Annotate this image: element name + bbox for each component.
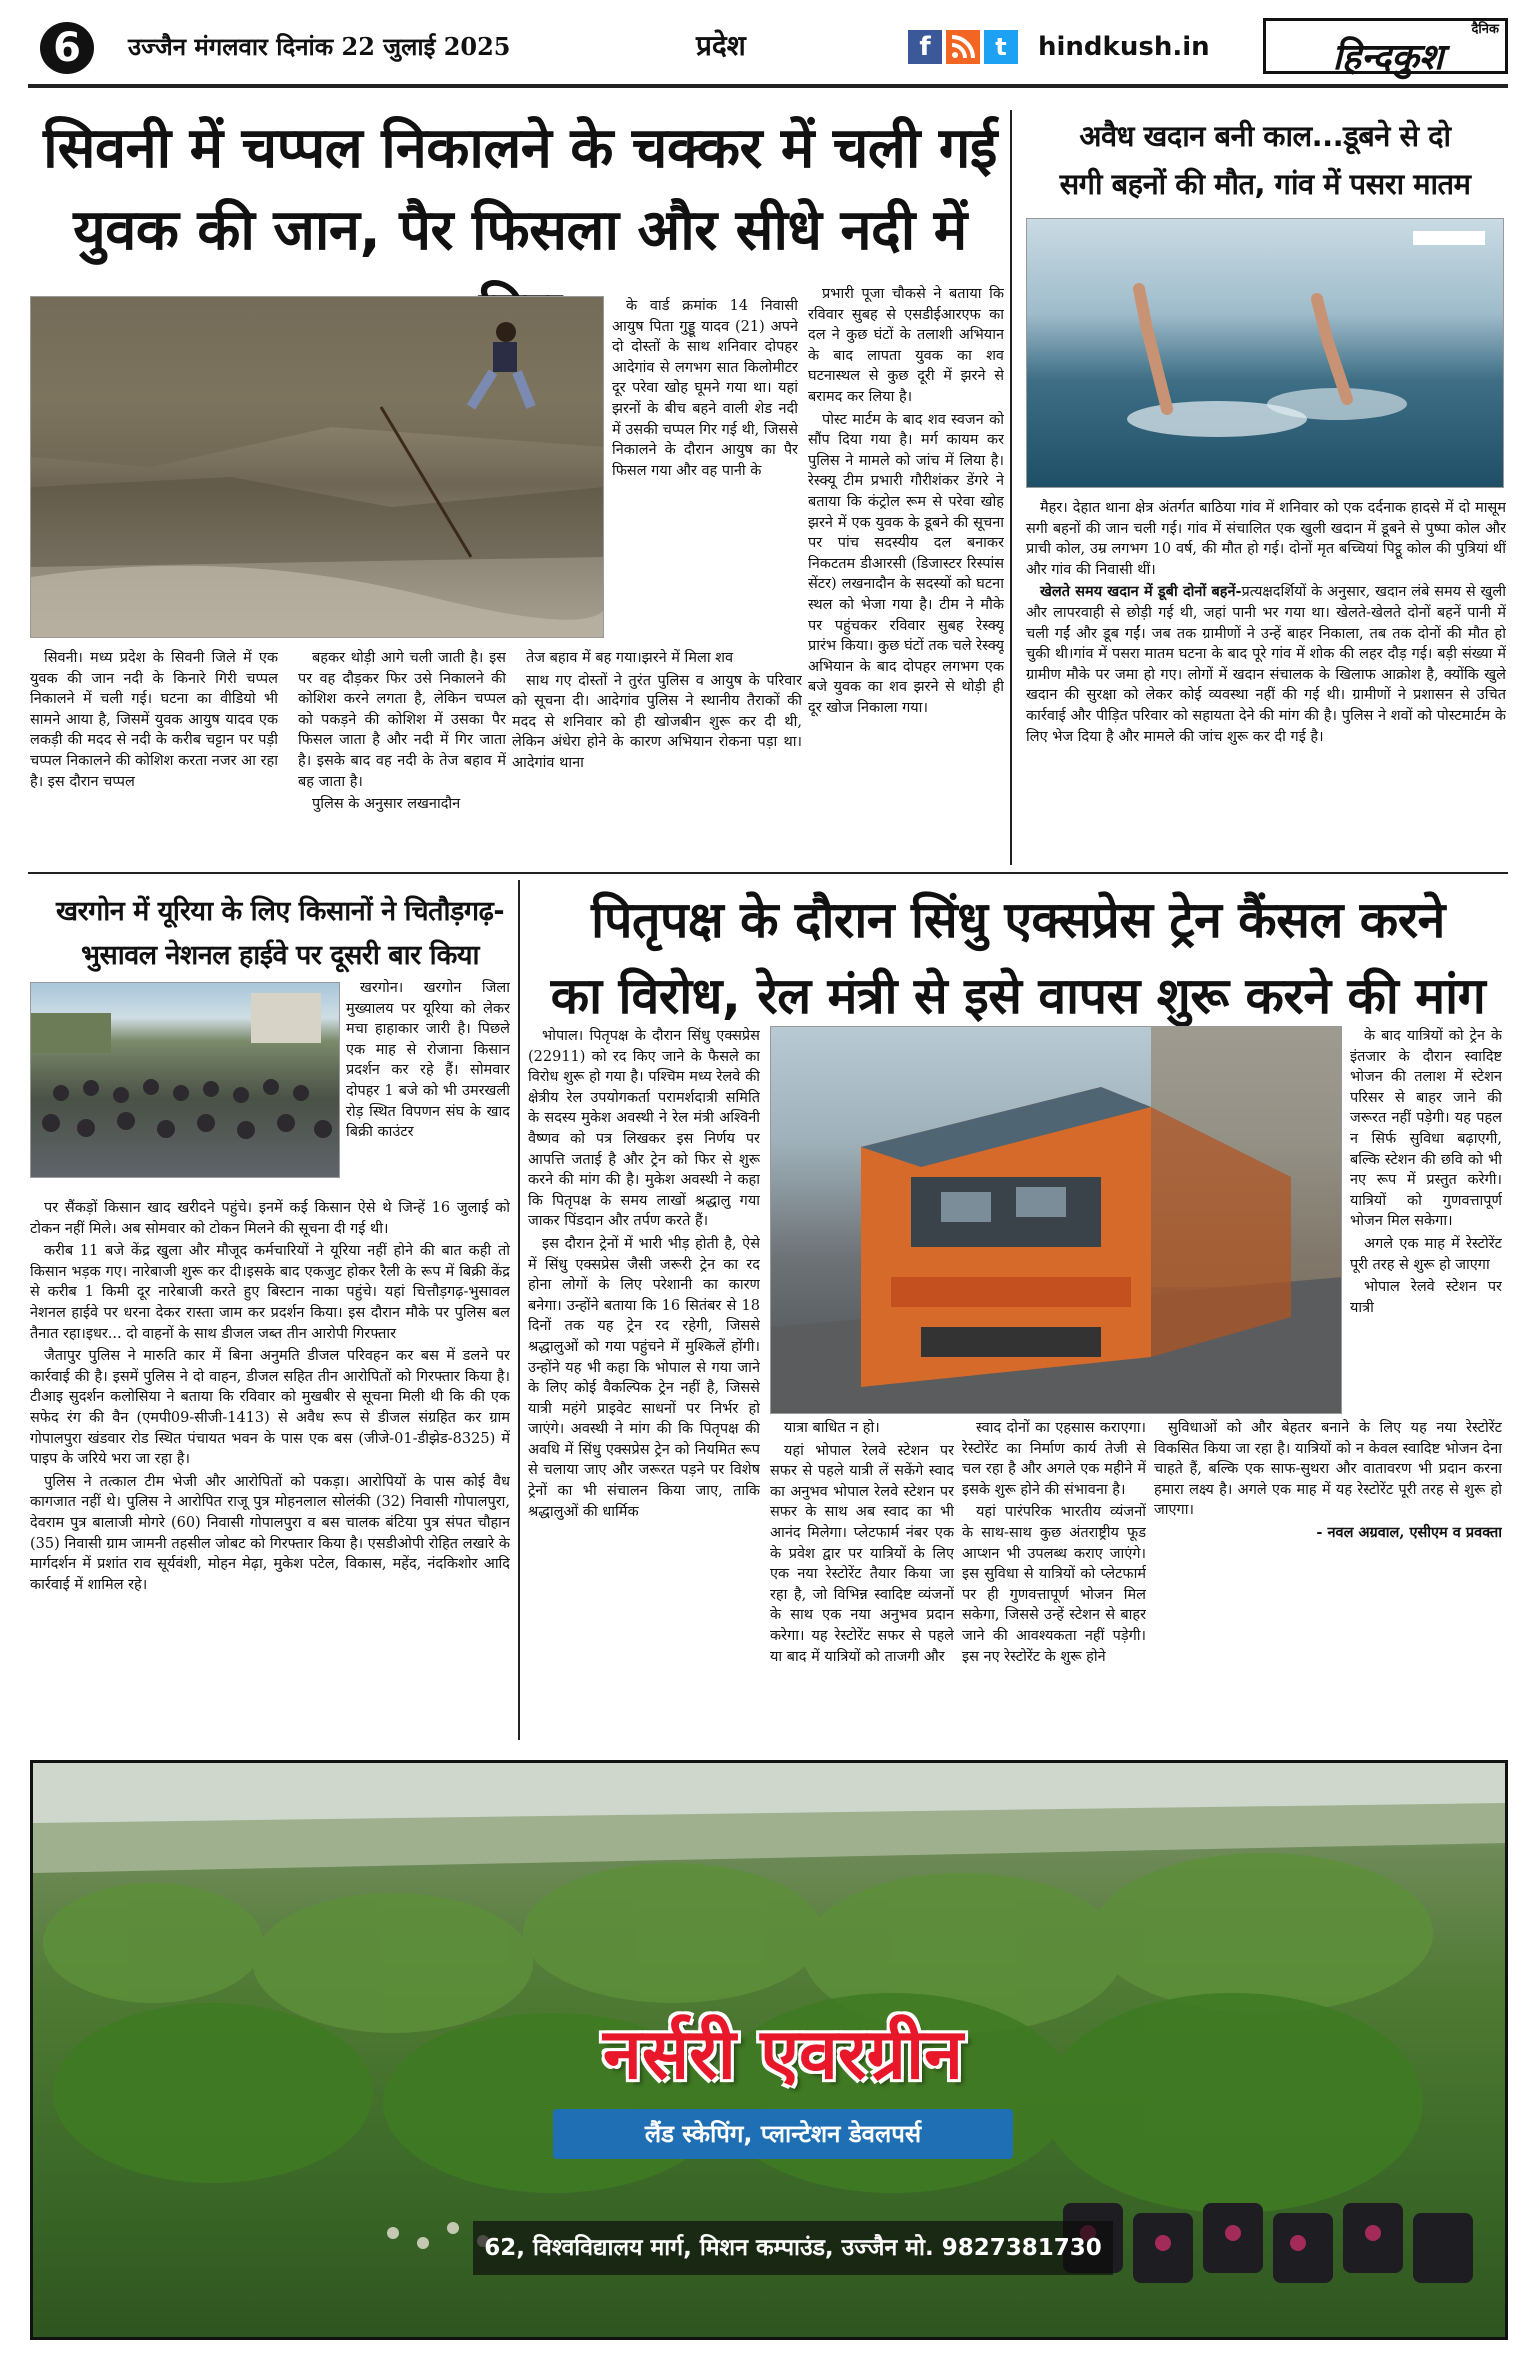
nursery-ad-subtitle: लैंड स्केपिंग, प्लान्टेशन डेवलपर्स [553,2109,1013,2159]
story1-col3-bottom: तेज बहाव में बह गया।झरने में मिला शव साथ गए दोस्तों ने तुरंत पुलिस व आयुष के परिवार को सूचना दी। आदेगांव पुलिस ने स्थानीय तैराकों की मदद से शनिवार को ही खोजबीन शुरू कर दी थी, लेकिन अंधेरा होने के कारण अभियान रोकना पड़ा था। आदेगांव थाना [512,650,802,771]
story4-headline: पितृपक्ष के दौरान सिंधु एक्सप्रेस ट्रेन कैंसल करने का विरोध, रेल मंत्री से इसे वापस शुरू करने की मांग [550,891,1486,1025]
story1-photo [30,296,604,638]
story1-col3-top: के वार्ड क्रमांक 14 निवासी आयुष पिता गुड्डू यादव (21) अपने दो दोस्तों के साथ शनिवार दोपहर आदेगांव से लगभग सात किलोमीटर दूर परेवा खोह घूमने गया था। यहां झरनों के बीच बहने वाली शेड नदी में उसकी चप्पल गिर गई थी, जिससे निकालने के दौरान आयुष का पैर फिसल गया और वह पानी के [612,298,798,479]
story2-bold-lead: खेलते समय खदान में डूबी दोनों बहनें- [1040,583,1242,601]
nursery-ad-address: 62, विश्वविद्यालय मार्ग, मिशन कम्पाउंड, उज्जैन मो. 9827381730 [473,2221,1113,2275]
logo [1263,18,1508,78]
page-number: 6 [53,25,81,71]
story4-col1: भोपाल। पितृपक्ष के दौरान सिंधु एक्सप्रेस (22911) को रद किए जाने के फैसले का विरोध शुरू हो गया है। पश्चिम मध्य रेलवे की क्षेत्रीय रेल उपयोगकर्ता परामर्शदात्री समिति के सदस्य मुकेश अवस्थी ने रेल मंत्री अश्विनी वैष्णव को पत्र लिखकर इस निर्णय पर आपत्ति जताई है और ट्रेन को फिर से शुरू करने की मांग की है। मुकेश अवस्थी ने कहा कि पितृपक्ष के समय लाखों श्रद्धालु गया जाकर पिंडदान और तर्पण करते हैं। इस दौरान ट्रेनों में भारी भीड़ होती है, ऐसे में सिंधु एक्सप्रेस जैसी जरूरी ट्रेन का रद होना लोगों के लिए परेशानी का कारण बनेगा। उन्होंने बताया कि 16 सितंबर से 18 दिनों तक यह ट्रेन रद रहेगी, जिससे श्रद्धालुओं को गया पहुंचने में मुश्किलें होंगी। उन्होंने यह भी कहा कि भोपाल से गया जाने के लिए कोई वैकल्पिक ट्रेन नहीं है, जिससे यात्री महंगे प्राइवेट साधनों पर निर्भर हो जाएंगे। अवस्थी ने मांग की कि पितृपक्ष की अवधि में सिंधु एक्सप्रेस ट्रेन को नियमित रूप से चलाया जाए और जरूरत पड़ने पर विशेष ट्रेनों का भी संचालन किया जाए, ताकि श्रद्धालुओं की धार्मिक [528,1028,760,1520]
story1-col2: बहकर थोड़ी आगे चली जाती है। इस पर वह दौड़कर फिर उसे निकालने की कोशिश करने लगता है, लेकिन चप्पल को पकड़ने की कोशिश में उसका पैर फिसल जाता है और नदी में गिर जाता है। इसके बाद वह नदी के तेज बहाव में बह जाता है। पुलिस के अनुसार लखनादौन [298,650,506,813]
story3-body: पर सैंकड़ों किसान खाद खरीदने पहुंचे। इनमें कई किसान ऐसे थे जिन्हें 16 जुलाई को टोकन नहीं मिले। अब सोमवार को टोकन मिलने की सूचना दी गई थी। करीब 11 बजे केंद्र खुला और मौजूद कर्मचारियों ने यूरिया नहीं होने की बात कही तो किसान भड़क गए। नारेबाजी शुरू कर दी।इसके बाद एकजुट होकर रैली के रूप में बिक्री केंद्र से करीब 1 किमी दूर नारेबाजी करते हुए बिस्टान नाका पहुंचे। यहां चित्तौड़गढ़-भुसावल नेशनल हाईवे पर धरना देकर रास्ता जाम कर प्रदर्शन किया। इस दौरान मौके पर पुलिस बल तैनात रहा।इधर... दो वाहनों के साथ डीजल जब्त तीन आरोपी गिरफ्तार जैतापुर पुलिस ने मारुति कार में बिना अनुमति डीजल परिवहन कर बस में डलने पर कार्रवाई की है। इसमें पुलिस ने दो वाहन, डीजल सहित तीन आरोपितों को गिरफ्तार किया है। टीआइ सुदर्शन कलोसिया ने बताया कि रविवार को मुखबीर से सूचना मिली थी कि की एक सफेद रंग की वैन (एमपी09-सीजी-1413) से अवैध रूप से डीजल संग्रहित कर ग्राम गोपालपुरा खंडवार रोड स्थित पंचायत भवन के पास एक बस (जीजे-01-डीझेड-8325) में पाइप के जरिये भरा जा रहा है। पुलिस ने तत्काल टीम भेजी और आरोपितों को पकड़ा। आरोपियों के पास कोई वैध कागजात नहीं थे। पुलिस ने आरोपित राजू पुत्र मोहनलाल सोलंकी (32) निवासी गोपालपुरा, देवराम पुत्र बालाजी मोगरे (60) निवासी गोपालपुरा व बस चालक बंटिया पुत्र संपत चौहान (35) निवासी ग्राम जामनी तहसील जोबट को गिरफ्तार किया है। एसडीओपी रोहित लखारे के मार्गदर्शन में प्रशांत राव सूर्यवंशी, मोहन मेढ़ा, मुकेश पटेल, विकास, महेंद, नंदकिशोर आदि कार्रवाई में शामिल रहे। [30,1200,510,1593]
story1-col1: सिवनी। मध्य प्रदेश के सिवनी जिले में एक युवक की जान नदी के किनारे गिरी चप्पल निकालने में चली गई। घटना का वीडियो भी सामने आया है, जिसमें युवक आयुष यादव एक लकड़ी की मदद से नदी के करीब चट्टान पर पड़ी चप्पल निकालने की कोशिश करता नजर आ रहा है। इस दौरान चप्पल [30,650,278,790]
logo-big: हिन्दकुश [1332,36,1444,78]
story4-signature: - नवल अग्रवाल, एसीएम व प्रवक्ता [1316,1523,1502,1541]
story3-column-rule [518,880,520,1740]
masthead [28,18,1508,78]
story2-headline: अवैध खदान बनी काल...डूबने से दो सगी बहनों की मौत, गांव में पसरा मातम [1059,119,1471,201]
story1-headline: सिवनी में चप्पल निकालने के चक्कर में चली गई युवक की जान, पैर फिसला और सीधे नदी में [43,116,997,263]
page-number-badge [40,22,94,74]
story3-intro: खरगोन। खरगोन जिला मुख्यालय पर यूरिया को लेकर मचा हाहाकार जारी है। पिछले एक माह से रोजाना किसान प्रदर्शन कर रहे हैं। सोमवार दोपहर 1 बजे को भी उमरखली रोड़ स्थित विपणन संघ के खाद बिक्री काउंटर [346,980,510,1141]
section-title: प्रदेश [696,29,746,62]
story3-headline: खरगोन में यूरिया के लिए किसानों ने चितौड़गढ़- भुसावल नेशनल हाईवे पर दूसरी बार किया [55,896,505,971]
story4-col2: यात्रा बाधित न हो। यहां भोपाल रेलवे स्टेशन पर सफर से पहले यात्री लें सकेंगे स्वाद का अनुभव भोपाल रेलवे स्टेशन पर सफर के साथ अब स्वाद का भी आनंद मिलेगा। प्लेटफार्म नंबर एक के प्रवेश द्वार पर यात्रियों के लिए एक नया रेस्टोरेंट तैयार किया जा रहा है, जो विभिन्न स्वादिष्ट व्यंजनों के साथ एक नया अनुभव प्रदान करेगा। यह रेस्टोरेंट सफर से पहले या बाद में यात्रियों को ताजगी और [770,1420,954,1665]
dateline: उज्जैन मंगलवार दिनांक 22 जुलाई 2025 [128,32,511,61]
story4-col4-upper: के बाद यात्रियों को ट्रेन के इंतजार के दौरान स्वादिष्ट भोजन की तलाश में स्टेशन परिसर से बाहर जाने की जरूरत नहीं पड़ेगी। यह पहल न सिर्फ सुविधा बढ़ाएगी, बल्कि स्टेशन की छवि को भी नए रूप में प्रस्तुत करेगी। यात्रियों को गुणवत्तापूर्ण भोजन मिल सकेगा। अगले एक माह में रेस्टोरेंट पूरी तरह से शुरू हो जाएगा भोपाल रेलवे स्टेशन पर यात्री [1350,1028,1502,1316]
story3-photo [30,982,340,1178]
story4-col4-lower: सुविधाओं को और बेहतर बनाने के लिए यह नया रेस्टोरेंट विकसित किया जा रहा है। यात्रियों को न केवल स्वादिष्ट भोजन देना चाहते हैं, बल्कि एक साफ-सुथरा और वातावरण भी प्रदान करना हमारा लक्ष्य है। अगले एक माह में यह रेस्टोरेंट पूरी तरह से शुरू हो जाएगा। - नवल अग्रवाल, एसीएम व प्रवक्ता [1154,1418,1502,1742]
logo-small: दैनिक [1471,22,1499,37]
website[interactable]: hindkush.in [1038,32,1210,62]
rss-icon[interactable] [946,30,980,64]
masthead-rule [28,84,1508,88]
nursery-ad-title: नर्सरी एवरग्रीन [602,2013,964,2095]
story4-photo [770,1026,1342,1414]
twitter-icon[interactable]: t [984,30,1018,64]
story2-photo [1026,218,1504,488]
story1-column-rule [1010,110,1012,865]
story2-body: मैहर। देहात थाना क्षेत्र अंतर्गत बाठिया गांव में शनिवार को एक दर्दनाक हादसे में दो मासूम सगी बहनों की जान चली गई। गांव में संचालित एक खुली खदान में डूबने से पुष्पा कोल और प्राची कोल, उम्र लगभग 10 वर्ष, की मौत हो गई। दोनों मृत बच्चियां पिट्ठू कोल की पुत्रियां थीं और गांव की निवासी थीं। खेलते समय खदान में डूबी दोनों बहनें-प्रत्यक्षदर्शियों के अनुसार, खदान लंबे समय से खुली और लापरवाही से छोड़ी गई थी, जहां पानी भर गया था। खेलते-खेलते दोनों बहनें पानी में चली गईं और डूब गईं। जब तक ग्रामीणों ने उन्हें बाहर निकाला, तब तक दोनों की मौत हो चुकी थी।गांव में पसरा मातम घटना के बाद पूरे गांव में शोक की लहर दौड़ गई। बड़ी संख्या में ग्रामीण मौके पर जमा हो गए। लोगों में खदान संचालक के खिलाफ आक्रोश है, क्योंकि खुले खदान की सुरक्षा को लेकर कोई व्यवस्था नहीं की गई थी। ग्रामीणों ने प्रशासन से उचित कार्रवाई और पीड़ित परिवार को सहायता देने की मांग की है। पुलिस ने शवों को पोस्टमार्टम के लिए भेज दिया है और मामले की जांच शुरू कर दी गई है। [1026,500,1506,745]
nursery-ad[interactable] [30,1760,1508,2340]
facebook-icon[interactable]: f [908,30,942,64]
story4-col3: स्वाद दोनों का एहसास कराएगा। रेस्टोरेंट का निर्माण कार्य तेजी से चल रहा है और अगले एक महीने में इसके शुरू होने की संभावना है। यहां पारंपरिक भारतीय व्यंजनों के साथ-साथ कुछ अंतराष्ट्रीय फूड आप्शन भी उपलब्ध कराए जाएंगे। इस सुविधा से यात्रियों को प्लेटफार्म पर ही गुणवत्तापूर्ण भोजन मिल सकेगा, जिससे उन्हें स्टेशन से बाहर जाने की आवश्यकता नहीं पड़ेगी।इस नए रेस्टोरेंट के शुरू होने [962,1420,1146,1665]
row-rule-1 [28,872,1508,874]
story1-col4: प्रभारी पूजा चौकसे ने बताया कि रविवार सुबह से एसडीईआरएफ का दल ने कुछ घंटों के तलाशी अभियान के बाद लापता युवक का शव घटनास्थल से कुछ दूरी में झरने से बरामद कर लिया है। पोस्ट मार्टम के बाद शव स्वजन को सौंप दिया गया है। मर्ग कायम कर पुलिस ने मामले को जांच में लिया है।रेस्क्यू टीम प्रभारी गौरीशंकर डेंगरे ने बताया कि कंट्रोल रूम से परेवा खोह झरने में एक युवक के डूबने की सूचना पर पांच सदस्यीय दल बनाकर निकटतम डीआरसी (डिजास्टर रिस्पांस सेंटर) लखनादौन के सदस्यों को घटना स्थल को भेजा गया है। टीम ने मौके पर पहुंचकर रविवार सुबह रेस्क्यू प्रारंभ किया। कुछ घंटों तक चले रेस्क्यू अभियान के बाद दोपहर लगभग एक बजे युवक का शव झरने से थोड़ी ही दूर खोज निकाला गया। [808,286,1004,716]
